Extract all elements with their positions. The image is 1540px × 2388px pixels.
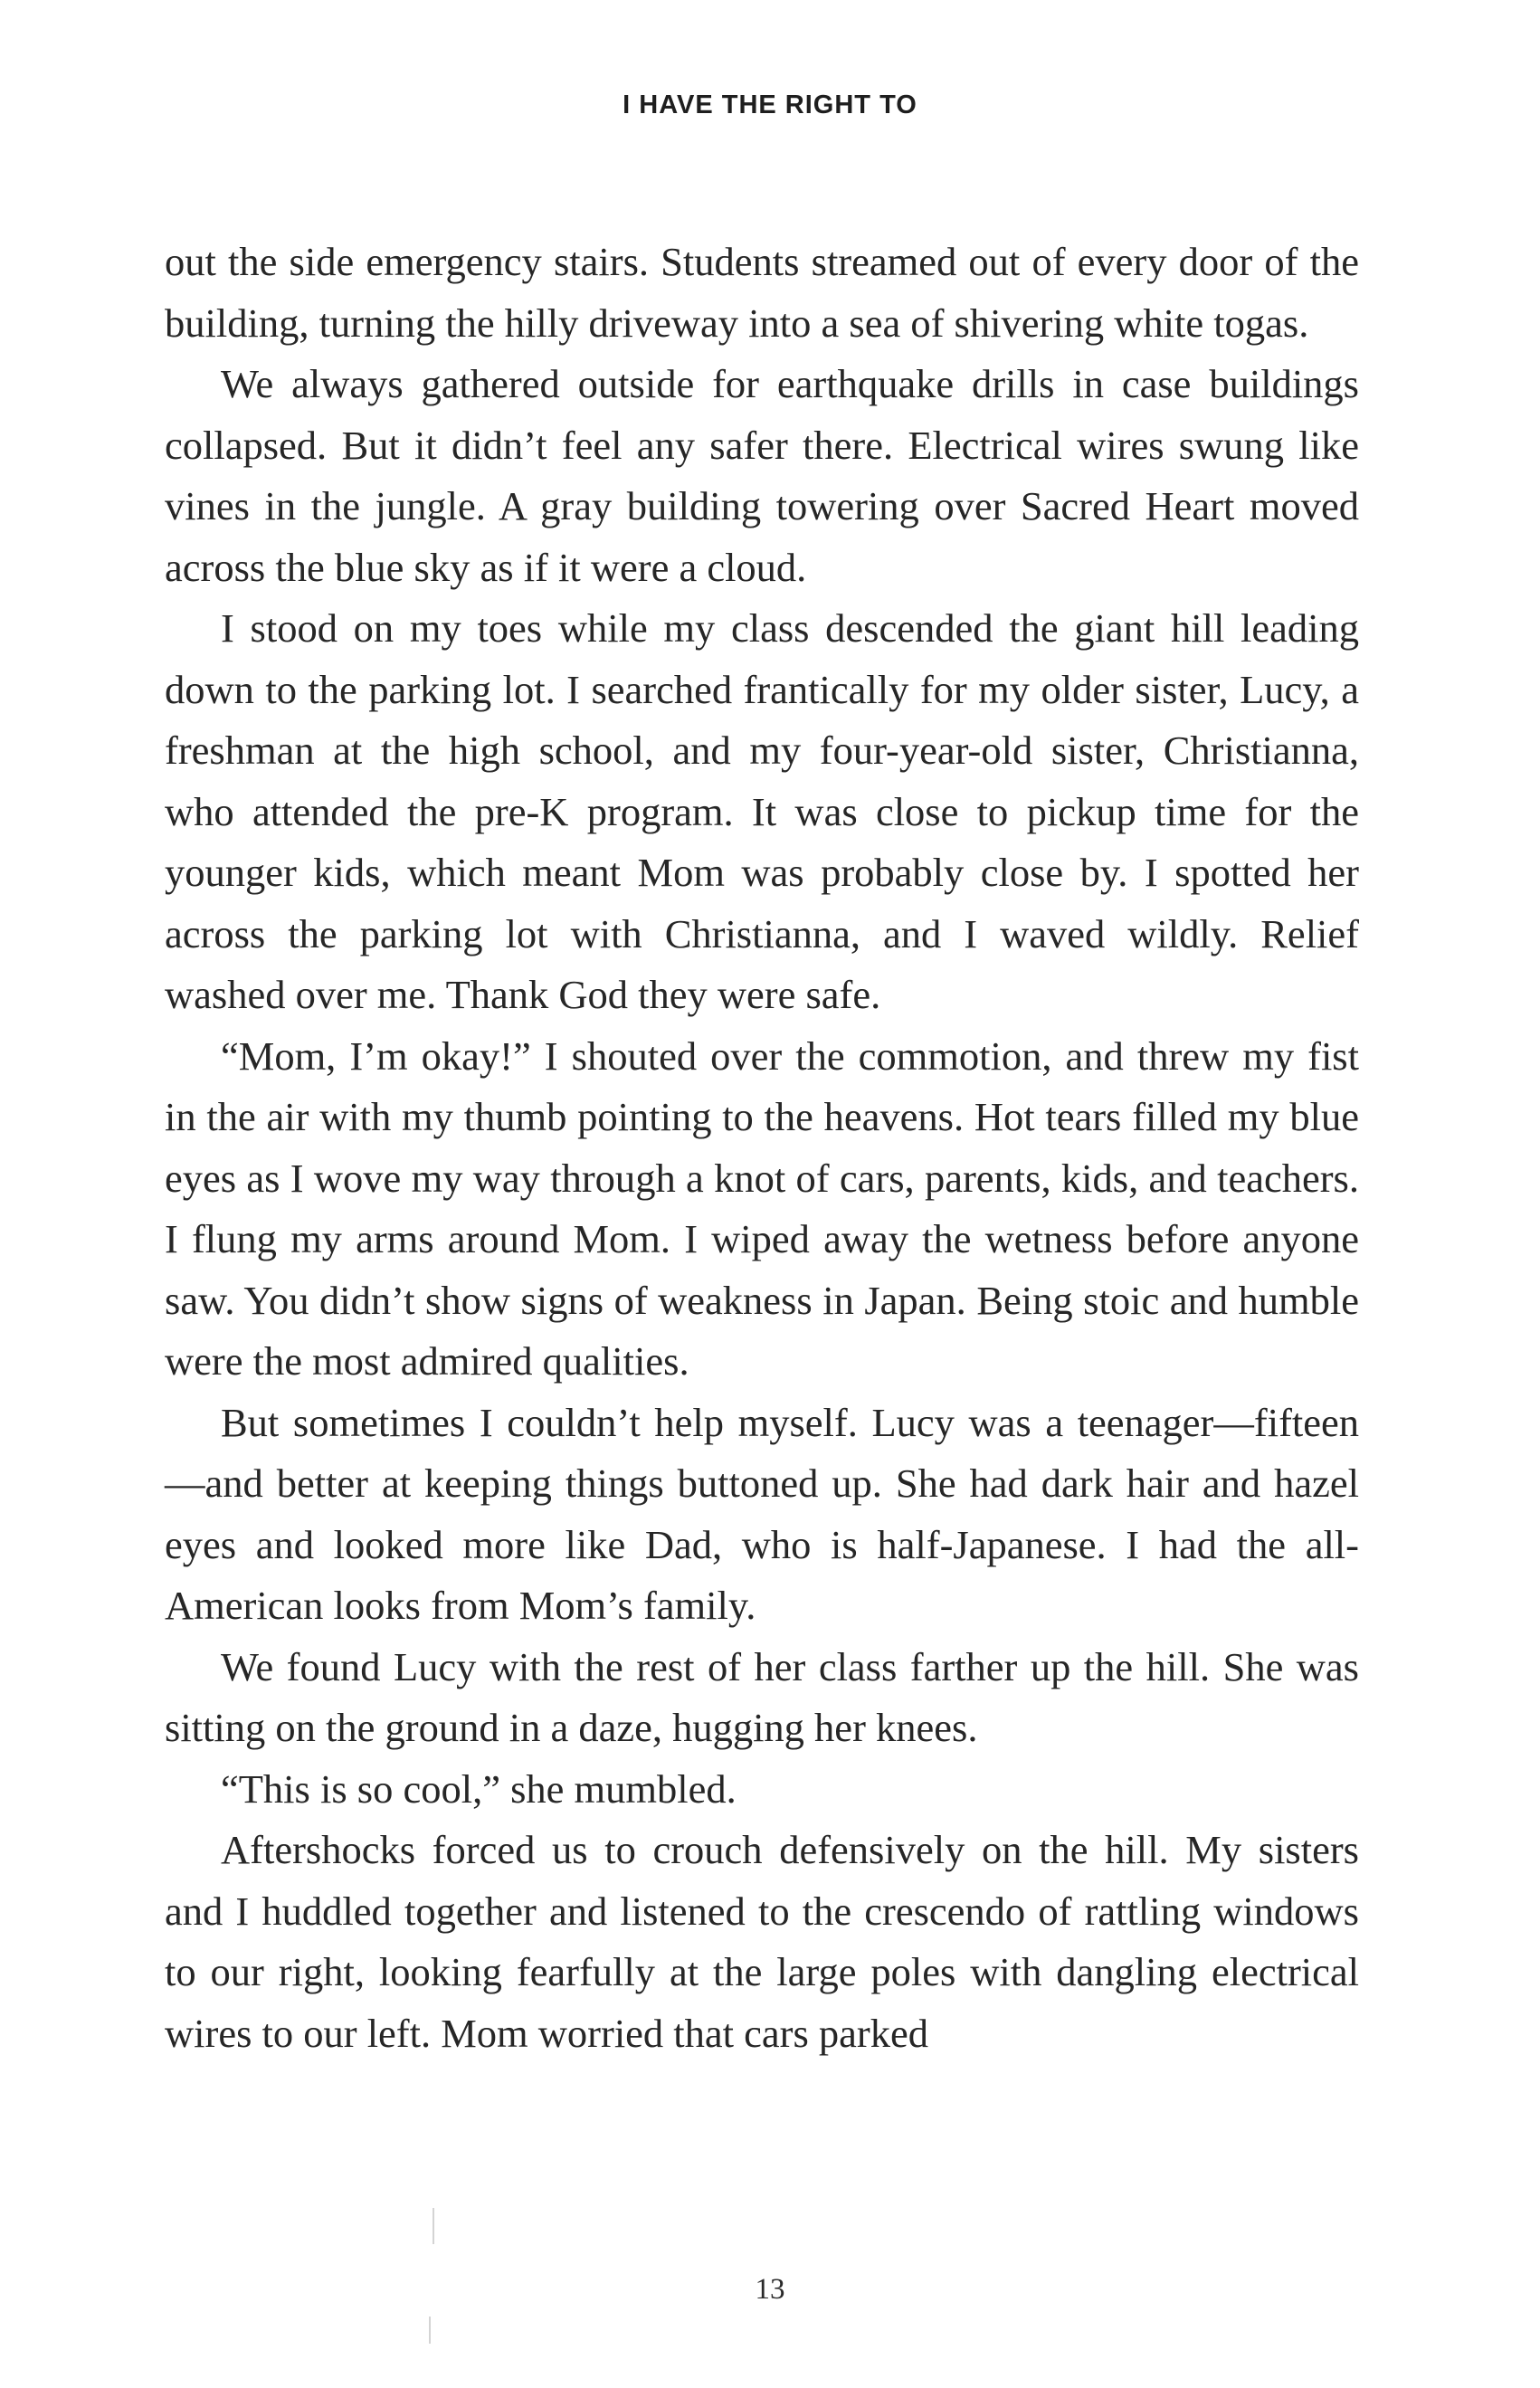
scan-artifact <box>429 2317 431 2344</box>
paragraph: “This is so cool,” she mumbled. <box>221 1765 737 1812</box>
body-text <box>165 232 1359 2064</box>
running-head: I HAVE THE RIGHT TO <box>623 90 917 119</box>
paragraph: Aftershocks forced us to crouch defensively on the hill. My sisters and I huddled together and listened to the crescendo of rattling windows to our right, looking fearfully at the large poles with dangling electrical wires to our left. Mom worried that cars parked <box>165 1827 1359 2056</box>
page-number: 13 <box>755 2273 785 2306</box>
paragraph: But sometimes I couldn’t help myself. Lucy was a teenager—fifteen—and better at keeping things buttoned up. She had dark hair and hazel eyes and looked more like Dad, who is half-Japanese. I had the all-American looks from Mom’s family. <box>165 1399 1359 1628</box>
scan-artifact <box>433 2208 434 2244</box>
paragraph: We always gathered outside for earthquake drills in case buildings collapsed. But it didn’t feel any safer there. Electrical wires swung like vines in the jungle. A gray building towering over Sacred Heart moved across the blue sky as if it were a cloud. <box>165 361 1359 590</box>
paragraph: I stood on my toes while my class descended the giant hill leading down to the parking lot. I searched frantically for my older sister, Lucy, a freshman at the high school, and my four-year-old sister, Christianna, who attended the pre-K program. It was close to pickup time for the younger kids, which meant Mom was probably close by. I spotted her across the parking lot with Christianna, and I waved wildly. Relief washed over me. Thank God they were safe. <box>165 605 1359 1017</box>
paragraph: We found Lucy with the rest of her class farther up the hill. She was sitting on the ground in a daze, hugging her knees. <box>165 1643 1359 1750</box>
paragraph: “Mom, I’m okay!” I shouted over the commotion, and threw my fist in the air with my thumb pointing to the heavens. Hot tears filled my blue eyes as I wove my way through a knot of cars, parents, kids, and teachers. I flung my arms around Mom. I wiped away the wetness before anyone saw. You didn’t show signs of weakness in Japan. Being stoic and humble were the most admired qualities. <box>165 1032 1359 1384</box>
paragraph: out the side emergency stairs. Students streamed out of every door of the building, turning the hilly driveway into a sea of shivering white togas. <box>165 239 1359 346</box>
